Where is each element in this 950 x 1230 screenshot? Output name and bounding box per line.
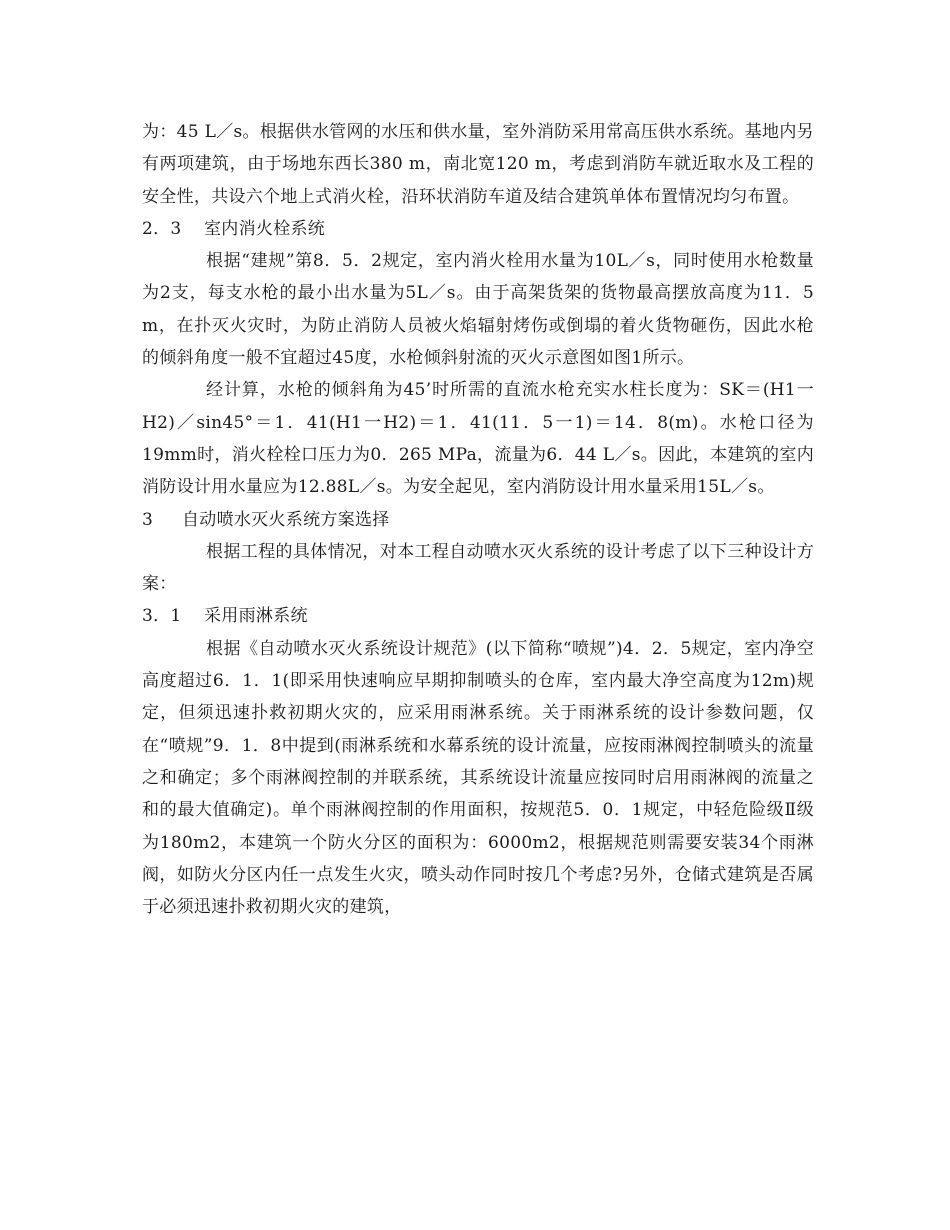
section-heading-3 [142,504,814,536]
section-title: 采用雨淋系统 [204,606,308,627]
paragraph-indoor-hydrant-flow: 根据“建规”第8．5．2规定，室内消火栓用水量为10L／s，同时使用水枪数量为2支，每支水枪的最小出水量为5L／s。由于高架货架的货物最高摆放高度为11．5 m，在扑灭火灾时，为防止消防人员被火焰辐射烤伤或倒塌的着火货物砸伤，因此水枪的倾斜角度一般不宜超过45度，水枪倾斜射流的灭火示意图如图1所示。 [142,251,814,369]
section-heading-3-1 [142,600,814,632]
section-number: 3 [142,509,154,530]
paragraph-outdoor-hydrants: 为：45 L／s。根据供水管网的水压和供水量，室外消防采用常高压供水系统。基地内另有两项建筑，由于场地东西长380 m，南北宽120 m，考虑到消防车就近取水及工程的安全性，共设六个地上式消火栓，沿环状消防车道及结合建筑单体布置情况均匀布置。 [142,122,814,207]
section-title: 自动喷水灭火系统方案选择 [182,509,390,530]
paragraph-sprinkler-options: 根据工程的具体情况，对本工程自动喷水灭火系统的设计考虑了以下三种设计方案： [142,541,814,595]
section-heading-2-3 [142,213,814,245]
section-number: 2．3 [142,218,182,239]
paragraph-deluge-system: 根据《自动喷水灭火系统设计规范》(以下简称“喷规”)4．2．5规定，室内净空高度超过6．1．1(即采用快速响应早期抑制喷头的仓库，室内最大净空高度为12m)规定，但须迅速扑救初期火灾的，应采用雨淋系统。关于雨淋系统的设计参数问题，仅在“喷规”9．1．8中提到(雨淋系统和水幕系统的设计流量，应按雨淋阀控制喷头的流量之和确定；多个雨淋阀控制的并联系统，其系统设计流量应按同时启用雨淋阀的流量之和的最大值确定)。单个雨淋阀控制的作用面积，按规范5．0．1规定，中轻危险级Ⅱ级为180m2，本建筑一个防火分区的面积为：6000m2，根据规范则需要安装34个雨淋阀，如防火分区内任一点发生火灾，喷头动作同时按几个考虑?另外，仓储式建筑是否属于必须迅速扑救初期火灾的建筑， [142,638,814,918]
document-page [142,116,814,923]
section-number: 3．1 [142,606,182,627]
section-title: 室内消火栓系统 [204,218,326,239]
paragraph-calculation: 经计算，水枪的倾斜角为45’时所需的直流水枪充实水柱长度为：SK＝(H1一H2)／sin45°＝1．41(H1一H2)＝1．41(11．5一1)＝14．8(m)。水枪口径为19mm时，消火栓栓口压力为0．265 MPa，流量为6．44 L／s。因此，本建筑的室内消防设计用水量应为12.88L／s。为安全起见，室内消防设计用水量采用15L／s。 [142,380,814,498]
